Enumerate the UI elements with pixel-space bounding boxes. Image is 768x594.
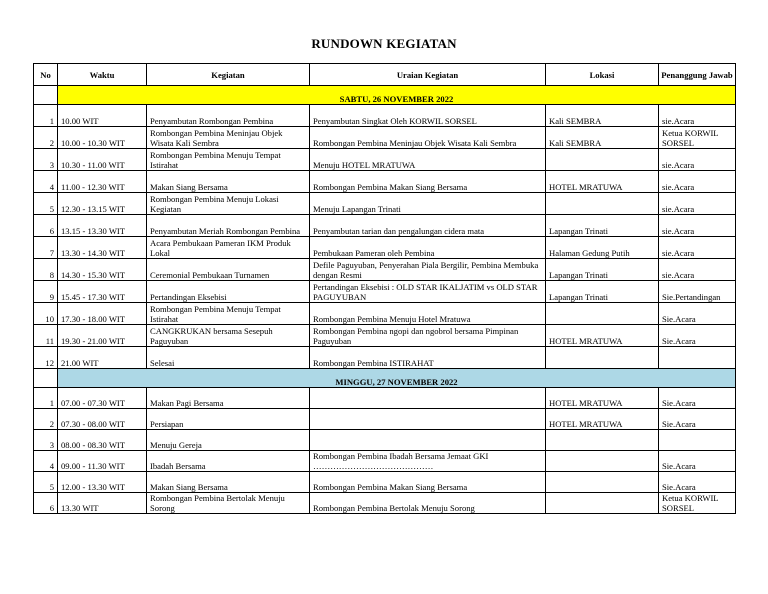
activity-cell: Rombongan Pembina Menuju Tempat Istirahat <box>147 303 310 325</box>
person-in-charge-cell: Sie.Acara <box>659 472 736 493</box>
time-cell: 14.30 - 15.30 WIT <box>58 259 147 281</box>
activity-cell: Penyambutan Rombongan Pembina <box>147 105 310 127</box>
description-cell: Rombongan Pembina Meninjau Objek Wisata Kali Sembra <box>310 127 546 149</box>
location-cell: HOTEL MRATUWA <box>546 325 659 347</box>
rundown-table <box>33 63 736 514</box>
activity-cell: Ibadah Bersama <box>147 451 310 472</box>
description-cell: Rombongan Pembina Bertolak Menuju Sorong <box>310 493 546 514</box>
time-cell: 12.00 - 13.30 WIT <box>58 472 147 493</box>
header-penanggung-jawab: Penanggung Jawab <box>659 64 736 86</box>
description-cell: Menuju HOTEL MRATUWA <box>310 149 546 171</box>
location-cell: Kali SEMBRA <box>546 105 659 127</box>
time-cell: 07.30 - 08.00 WIT <box>58 409 147 430</box>
day-header-blank <box>34 86 58 105</box>
description-cell: Rombongan Pembina Makan Siang Bersama <box>310 171 546 193</box>
row-number: 8 <box>34 259 58 281</box>
activity-cell: Penyambutan Meriah Rombongan Pembina <box>147 215 310 237</box>
row-number: 3 <box>34 149 58 171</box>
person-in-charge-cell: sie.Acara <box>659 105 736 127</box>
table-row <box>34 105 736 127</box>
day-header-row <box>34 86 736 105</box>
activity-cell: Pertandingan Eksebisi <box>147 281 310 303</box>
row-number: 7 <box>34 237 58 259</box>
activity-cell: Makan Siang Bersama <box>147 472 310 493</box>
document-title: RUNDOWN KEGIATAN <box>311 36 457 51</box>
header-uraian: Uraian Kegiatan <box>310 64 546 86</box>
person-in-charge-cell: Sie.Acara <box>659 303 736 325</box>
description-cell <box>310 409 546 430</box>
row-number: 2 <box>34 127 58 149</box>
location-cell <box>546 472 659 493</box>
time-cell: 07.00 - 07.30 WIT <box>58 388 147 409</box>
location-cell: HOTEL MRATUWA <box>546 171 659 193</box>
description-cell: Pembukaan Pameran oleh Pembina <box>310 237 546 259</box>
time-cell: 13.15 - 13.30 WIT <box>58 215 147 237</box>
description-cell: Penyambutan Singkat Oleh KORWIL SORSEL <box>310 105 546 127</box>
location-cell <box>546 451 659 472</box>
description-cell: Penyambutan tarian dan pengalungan cidera mata <box>310 215 546 237</box>
location-cell <box>546 347 659 369</box>
table-row <box>34 409 736 430</box>
table-row <box>34 281 736 303</box>
table-row <box>34 127 736 149</box>
time-cell: 13.30 - 14.30 WIT <box>58 237 147 259</box>
location-cell <box>546 493 659 514</box>
description-cell: Pertandingan Eksebisi : OLD STAR IKALJATIM vs OLD STAR PAGUYUBAN <box>310 281 546 303</box>
description-cell: Rombongan Pembina Makan Siang Bersama <box>310 472 546 493</box>
table-row <box>34 215 736 237</box>
activity-cell: Ceremonial Pembukaan Turnamen <box>147 259 310 281</box>
person-in-charge-cell: sie.Acara <box>659 171 736 193</box>
table-row <box>34 193 736 215</box>
activity-cell: Makan Siang Bersama <box>147 171 310 193</box>
location-cell <box>546 303 659 325</box>
location-cell: Lapangan Trinati <box>546 259 659 281</box>
day-header-blank <box>34 369 58 388</box>
person-in-charge-cell: Sie.Acara <box>659 409 736 430</box>
row-number: 4 <box>34 451 58 472</box>
row-number: 4 <box>34 171 58 193</box>
person-in-charge-cell: Sie.Acara <box>659 451 736 472</box>
header-lokasi: Lokasi <box>546 64 659 86</box>
description-cell: Menuju Lapangan Trinati <box>310 193 546 215</box>
description-cell: Rombongan Pembina ISTIRAHAT <box>310 347 546 369</box>
table-row <box>34 149 736 171</box>
time-cell: 13.30 WIT <box>58 493 147 514</box>
table-row <box>34 171 736 193</box>
activity-cell: Persiapan <box>147 409 310 430</box>
activity-cell: Rombongan Pembina Menuju Lokasi Kegiatan <box>147 193 310 215</box>
person-in-charge-cell: Ketua KORWIL SORSEL <box>659 493 736 514</box>
row-number: 3 <box>34 430 58 451</box>
activity-cell: Rombongan Pembina Menuju Tempat Istirahat <box>147 149 310 171</box>
time-cell: 17.30 - 18.00 WIT <box>58 303 147 325</box>
header-row <box>34 64 736 86</box>
table-row <box>34 237 736 259</box>
time-cell: 19.30 - 21.00 WIT <box>58 325 147 347</box>
day-header-row <box>34 369 736 388</box>
time-cell: 12.30 - 13.15 WIT <box>58 193 147 215</box>
location-cell: HOTEL MRATUWA <box>546 409 659 430</box>
time-cell: 11.00 - 12.30 WIT <box>58 171 147 193</box>
description-cell: Rombongan Pembina Menuju Hotel Mratuwa <box>310 303 546 325</box>
row-number: 11 <box>34 325 58 347</box>
table-row <box>34 259 736 281</box>
row-number: 1 <box>34 388 58 409</box>
person-in-charge-cell: sie.Acara <box>659 149 736 171</box>
person-in-charge-cell: sie.Acara <box>659 215 736 237</box>
activity-cell: CANGKRUKAN bersama Sesepuh Paguyuban <box>147 325 310 347</box>
day-label: MINGGU, 27 NOVEMBER 2022 <box>58 369 736 388</box>
person-in-charge-cell: Ketua KORWIL SORSEL <box>659 127 736 149</box>
header-kegiatan: Kegiatan <box>147 64 310 86</box>
activity-cell: Rombongan Pembina Bertolak Menuju Sorong <box>147 493 310 514</box>
activity-cell: Rombongan Pembina Meninjau Objek Wisata Kali Sembra <box>147 127 310 149</box>
description-cell: Rombongan Pembina ngopi dan ngobrol bersama Pimpinan Paguyuban <box>310 325 546 347</box>
row-number: 2 <box>34 409 58 430</box>
location-cell: Lapangan Trinati <box>546 281 659 303</box>
row-number: 6 <box>34 215 58 237</box>
table-row <box>34 493 736 514</box>
description-cell <box>310 430 546 451</box>
time-cell: 10.00 - 10.30 WIT <box>58 127 147 149</box>
activity-cell: Makan Pagi Bersama <box>147 388 310 409</box>
row-number: 12 <box>34 347 58 369</box>
description-cell: Defile Paguyuban, Penyerahan Piala Bergilir, Pembina Membuka dengan Resmi <box>310 259 546 281</box>
day-label: SABTU, 26 NOVEMBER 2022 <box>58 86 736 105</box>
location-cell <box>546 193 659 215</box>
activity-cell: Acara Pembukaan Pameran IKM Produk Lokal <box>147 237 310 259</box>
person-in-charge-cell: Sie.Acara <box>659 388 736 409</box>
table-row <box>34 347 736 369</box>
activity-cell: Menuju Gereja <box>147 430 310 451</box>
table-row <box>34 388 736 409</box>
table-row <box>34 325 736 347</box>
row-number: 5 <box>34 472 58 493</box>
person-in-charge-cell: sie.Acara <box>659 259 736 281</box>
header-no: No <box>34 64 58 86</box>
row-number: 9 <box>34 281 58 303</box>
table-body <box>34 86 736 514</box>
row-number: 5 <box>34 193 58 215</box>
time-cell: 10.30 - 11.00 WIT <box>58 149 147 171</box>
person-in-charge-cell: Sie.Acara <box>659 325 736 347</box>
table-row <box>34 430 736 451</box>
location-cell <box>546 149 659 171</box>
location-cell: Kali SEMBRA <box>546 127 659 149</box>
location-cell: HOTEL MRATUWA <box>546 388 659 409</box>
person-in-charge-cell <box>659 430 736 451</box>
table-row <box>34 303 736 325</box>
description-cell: Rombongan Pembina Ibadah Bersama Jemaat GKI …………………………………… <box>310 451 546 472</box>
time-cell: 10.00 WIT <box>58 105 147 127</box>
time-cell: 08.00 - 08.30 WIT <box>58 430 147 451</box>
row-number: 6 <box>34 493 58 514</box>
row-number: 10 <box>34 303 58 325</box>
description-cell <box>310 388 546 409</box>
time-cell: 09.00 - 11.30 WIT <box>58 451 147 472</box>
row-number: 1 <box>34 105 58 127</box>
activity-cell: Selesai <box>147 347 310 369</box>
person-in-charge-cell: sie.Acara <box>659 193 736 215</box>
person-in-charge-cell: sie.Acara <box>659 237 736 259</box>
time-cell: 21.00 WIT <box>58 347 147 369</box>
table-row <box>34 451 736 472</box>
location-cell: Lapangan Trinati <box>546 215 659 237</box>
location-cell <box>546 430 659 451</box>
table-row <box>34 472 736 493</box>
header-waktu: Waktu <box>58 64 147 86</box>
person-in-charge-cell <box>659 347 736 369</box>
location-cell: Halaman Gedung Putih <box>546 237 659 259</box>
time-cell: 15.45 - 17.30 WIT <box>58 281 147 303</box>
person-in-charge-cell: Sie.Pertandingan <box>659 281 736 303</box>
